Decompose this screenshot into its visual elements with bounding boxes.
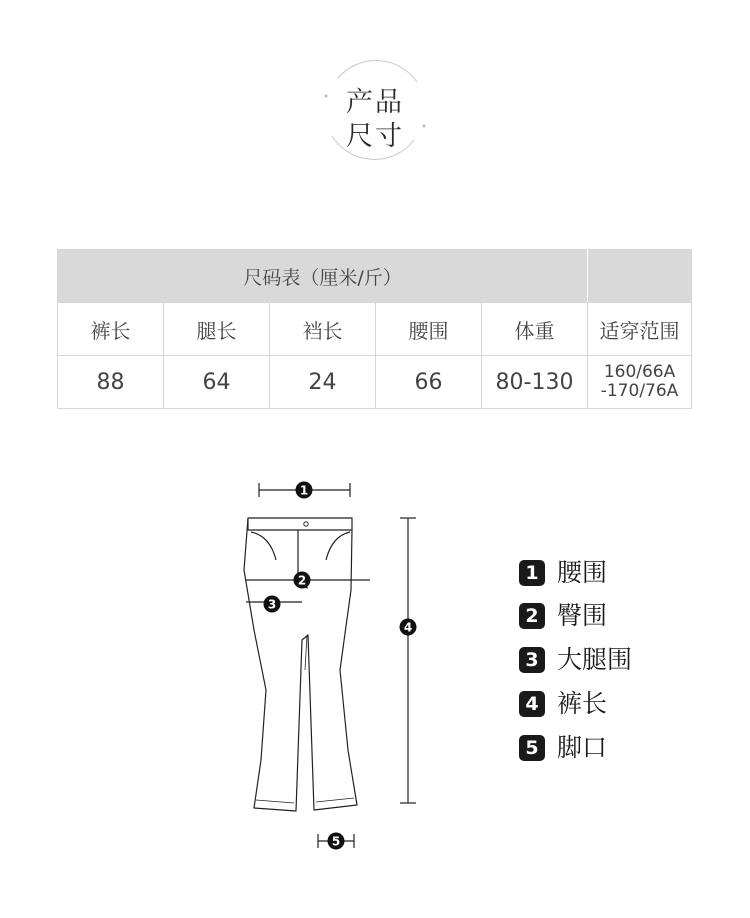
marker-3 <box>264 596 281 613</box>
size-table-value-row <box>58 356 692 409</box>
marker-2 <box>294 572 311 589</box>
value-waist: 66 <box>376 356 482 409</box>
badge-title-line-2: 尺寸 <box>346 121 404 152</box>
marker-4 <box>400 619 417 636</box>
value-fit-range <box>588 356 692 409</box>
header-fit-range: 适穿范围 <box>588 303 692 356</box>
legend-number-badge: 5 <box>519 735 545 761</box>
legend-label: 脚口 <box>557 733 608 762</box>
header-leg-length: 腿长 <box>164 303 270 356</box>
svg-text:5: 5 <box>331 834 341 849</box>
pants-left-pocket <box>251 532 276 560</box>
svg-text:2: 2 <box>297 573 307 588</box>
section-title-badge <box>320 56 430 166</box>
legend-number-badge: 4 <box>519 691 545 717</box>
header-rise: 裆长 <box>270 303 376 356</box>
size-table-title-blank <box>588 250 692 303</box>
legend-number-badge: 1 <box>519 560 545 586</box>
header-waist: 腰围 <box>376 303 482 356</box>
legend-number-badge: 2 <box>519 603 545 629</box>
header-weight: 体重 <box>482 303 588 356</box>
svg-text:1: 1 <box>299 483 309 498</box>
badge-title-line-1: 产品 <box>346 87 404 118</box>
size-table-title: 尺码表（厘米/斤） <box>58 250 588 303</box>
header-pants-length: 裤长 <box>58 303 164 356</box>
size-table <box>57 249 692 409</box>
svg-text:3: 3 <box>267 597 277 612</box>
size-table-header-row <box>58 303 692 356</box>
pants-waistband <box>248 518 352 530</box>
legend-label: 臀围 <box>557 601 608 630</box>
pants-measurement-diagram <box>230 470 440 855</box>
legend-label: 大腿围 <box>557 645 633 674</box>
legend-number-badge: 3 <box>519 647 545 673</box>
pants-outline <box>244 518 357 811</box>
value-rise: 24 <box>270 356 376 409</box>
value-leg-length: 64 <box>164 356 270 409</box>
legend-label: 腰围 <box>557 558 608 587</box>
pants-right-pocket <box>326 532 350 560</box>
value-fit-range-line-2: -170/76A <box>600 381 679 401</box>
svg-text:4: 4 <box>403 620 413 635</box>
value-fit-range-line-1: 160/66A <box>603 362 676 382</box>
value-pants-length: 88 <box>58 356 164 409</box>
value-weight: 80-130 <box>482 356 588 409</box>
legend-label: 裤长 <box>557 689 608 718</box>
marker-5 <box>328 833 345 850</box>
length-measure-line <box>400 518 416 803</box>
marker-1 <box>296 482 313 499</box>
size-table-title-row <box>58 250 692 303</box>
